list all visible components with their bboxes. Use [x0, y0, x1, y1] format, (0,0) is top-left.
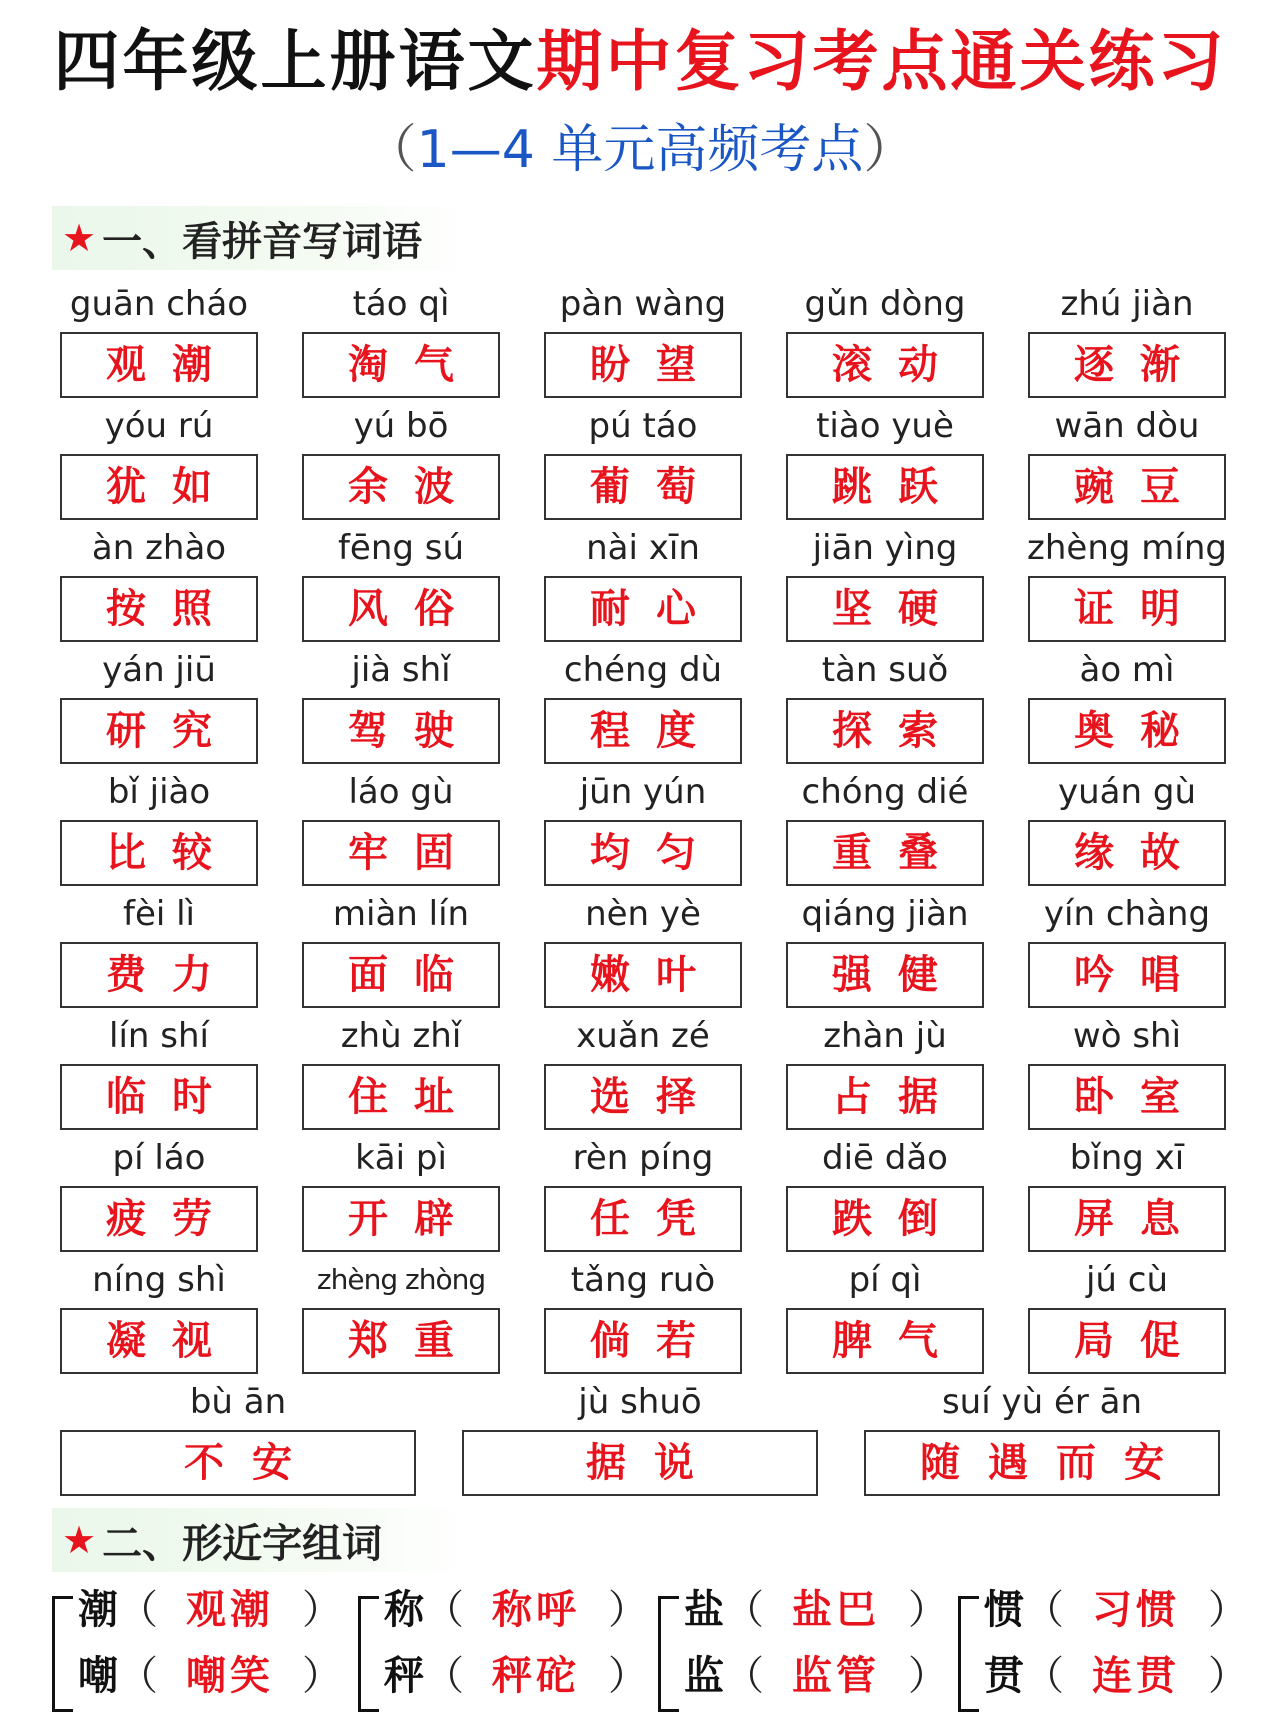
pair-character: 监	[684, 1653, 724, 1699]
paren-close: ）	[608, 1653, 648, 1699]
answer-word: 逐渐	[1074, 342, 1206, 388]
pinyin-label: tàn suǒ	[821, 650, 949, 690]
pinyin-label: chéng dù	[563, 650, 723, 690]
answer-box	[786, 576, 984, 642]
word-cell-wide	[864, 1380, 1220, 1496]
answer-box	[60, 332, 258, 398]
answer-box	[60, 1186, 258, 1252]
word-cell	[60, 526, 258, 642]
pair-character: 盐	[684, 1587, 724, 1633]
word-cell	[60, 404, 258, 520]
page-title	[0, 22, 1280, 102]
answer-box	[60, 698, 258, 764]
answer-box	[864, 1430, 1220, 1496]
answer-box	[1028, 332, 1226, 398]
answer-box	[544, 454, 742, 520]
paren-open: （	[1024, 1653, 1064, 1699]
word-cell	[60, 1258, 258, 1374]
answer-box	[60, 820, 258, 886]
paren-close: ）	[302, 1653, 342, 1699]
answer-box	[1028, 454, 1226, 520]
character-pair	[958, 1582, 1248, 1722]
answer-word: 豌豆	[1074, 464, 1206, 510]
pair-line	[984, 1582, 1248, 1638]
paren-close: ）	[302, 1587, 342, 1633]
answer-box	[302, 1186, 500, 1252]
word-cell	[60, 282, 258, 398]
pair-answer: 嘲笑	[186, 1653, 274, 1699]
pinyin-label: tiào yuè	[816, 406, 954, 446]
word-cell	[60, 1136, 258, 1252]
pair-character: 秤	[384, 1653, 424, 1699]
pair-answer: 连贯	[1092, 1653, 1180, 1699]
answer-box	[1028, 1064, 1226, 1130]
answer-box	[544, 698, 742, 764]
answer-word: 卧室	[1074, 1074, 1206, 1120]
character-pair	[358, 1582, 648, 1722]
word-cell	[544, 770, 742, 886]
word-cell	[302, 404, 500, 520]
word-cell	[786, 1014, 984, 1130]
word-cell	[302, 526, 500, 642]
pinyin-label: fèi lì	[122, 894, 196, 934]
pinyin-label: jūn yún	[579, 772, 707, 812]
answer-word: 嫩叶	[590, 952, 722, 998]
pair-line	[984, 1648, 1248, 1704]
answer-box	[786, 332, 984, 398]
pinyin-label: miàn lín	[332, 894, 470, 934]
answer-word: 耐心	[590, 586, 722, 632]
pinyin-label: fēng sú	[337, 528, 465, 568]
answer-box	[1028, 820, 1226, 886]
pinyin-label: pàn wàng	[559, 284, 727, 324]
answer-word: 比较	[106, 830, 238, 876]
bracket-icon	[958, 1596, 979, 1712]
answer-box	[60, 942, 258, 1008]
answer-box	[60, 576, 258, 642]
pair-character: 潮	[78, 1587, 118, 1633]
word-cell	[786, 770, 984, 886]
word-cell-wide	[60, 1380, 416, 1496]
word-cell	[544, 892, 742, 1008]
word-cell	[1028, 892, 1226, 1008]
answer-word: 葡萄	[590, 464, 722, 510]
answer-box	[302, 576, 500, 642]
pinyin-label: nèn yè	[585, 894, 701, 934]
pair-character: 称	[384, 1587, 424, 1633]
word-cell	[60, 770, 258, 886]
word-cell	[302, 282, 500, 398]
answer-word: 屏息	[1074, 1196, 1206, 1242]
answer-box	[462, 1430, 818, 1496]
word-cell	[786, 526, 984, 642]
word-cell	[1028, 1014, 1226, 1130]
pair-character: 贯	[984, 1653, 1024, 1699]
word-cell	[786, 282, 984, 398]
word-cell	[786, 648, 984, 764]
answer-word: 不安	[184, 1440, 320, 1486]
word-cell	[786, 892, 984, 1008]
paren-open: （	[118, 1653, 158, 1699]
paren-open: （	[118, 1587, 158, 1633]
pair-line	[78, 1582, 342, 1638]
answer-word: 均匀	[590, 830, 722, 876]
answer-box	[786, 1064, 984, 1130]
word-cell	[1028, 1136, 1226, 1252]
pair-character: 惯	[984, 1587, 1024, 1633]
answer-word: 按照	[106, 586, 238, 632]
pinyin-label: pú táo	[588, 406, 698, 446]
pair-answer: 观潮	[186, 1587, 274, 1633]
answer-box	[544, 576, 742, 642]
word-cell-wide	[462, 1380, 818, 1496]
subtitle-open-paren: （	[364, 120, 417, 180]
answer-word: 证明	[1074, 586, 1206, 632]
pinyin-label: jù shuō	[578, 1382, 702, 1422]
word-cell	[786, 1136, 984, 1252]
pair-line	[384, 1648, 648, 1704]
section-title: 一、看拼音写词语	[102, 218, 423, 265]
word-cell	[544, 1258, 742, 1374]
pinyin-label: yóu rú	[104, 406, 214, 446]
answer-word: 风俗	[348, 586, 480, 632]
pinyin-label: qiáng jiàn	[801, 894, 969, 934]
word-cell	[302, 1014, 500, 1130]
pinyin-label: bǐ jiào	[107, 772, 211, 812]
answer-box	[1028, 576, 1226, 642]
word-cell	[302, 1258, 500, 1374]
answer-word: 倘若	[590, 1318, 722, 1364]
word-cell	[1028, 282, 1226, 398]
answer-word: 牢固	[348, 830, 480, 876]
word-cell	[302, 1136, 500, 1252]
pair-answer: 盐巴	[792, 1587, 880, 1633]
pinyin-label: zhèng zhòng	[316, 1263, 486, 1296]
answer-word: 强健	[832, 952, 964, 998]
pair-line	[684, 1582, 948, 1638]
pinyin-label: kāi pì	[355, 1138, 447, 1178]
answer-word: 费力	[106, 952, 238, 998]
answer-word: 局促	[1074, 1318, 1206, 1364]
word-cell	[1028, 404, 1226, 520]
answer-word: 研究	[106, 708, 238, 754]
title-red: 期中复习考点通关练习	[536, 23, 1227, 100]
pinyin-label: níng shì	[92, 1260, 226, 1300]
answer-box	[786, 942, 984, 1008]
pinyin-label: zhù zhǐ	[340, 1016, 462, 1056]
pinyin-label: láo gù	[348, 772, 454, 812]
answer-box	[544, 942, 742, 1008]
pinyin-label: táo qì	[352, 284, 450, 324]
paren-close: ）	[1208, 1587, 1248, 1633]
answer-box	[302, 1308, 500, 1374]
pinyin-label: yán jiū	[102, 650, 216, 690]
star-icon: ★	[62, 216, 97, 260]
answer-box	[302, 942, 500, 1008]
pinyin-label: yín chàng	[1043, 894, 1211, 934]
pinyin-label: ào mì	[1079, 650, 1175, 690]
pinyin-label: chóng dié	[801, 772, 969, 812]
character-pair	[52, 1582, 342, 1722]
pinyin-label: pí qì	[848, 1260, 922, 1300]
pinyin-label: nài xīn	[586, 528, 700, 568]
answer-box	[60, 1308, 258, 1374]
answer-word: 探索	[832, 708, 964, 754]
pinyin-label: pí láo	[112, 1138, 206, 1178]
answer-word: 据说	[586, 1440, 722, 1486]
answer-word: 选择	[590, 1074, 722, 1120]
answer-box	[302, 1064, 500, 1130]
pinyin-label: suí yù ér ān	[941, 1382, 1143, 1422]
pinyin-label: àn zhào	[91, 528, 227, 568]
pinyin-label: rèn píng	[572, 1138, 714, 1178]
answer-word: 犹如	[106, 464, 238, 510]
answer-word: 重叠	[832, 830, 964, 876]
word-cell	[786, 404, 984, 520]
answer-word: 缘故	[1074, 830, 1206, 876]
pinyin-label: zhèng míng	[1027, 528, 1227, 568]
word-cell	[1028, 1258, 1226, 1374]
answer-word: 奥秘	[1074, 708, 1206, 754]
paren-open: （	[424, 1587, 464, 1633]
pair-line	[684, 1648, 948, 1704]
pinyin-label: yuán gù	[1058, 772, 1196, 812]
pinyin-label: wān dòu	[1054, 406, 1200, 446]
answer-word: 临时	[106, 1074, 238, 1120]
answer-word: 观潮	[106, 342, 238, 388]
paren-close: ）	[608, 1587, 648, 1633]
paren-open: （	[724, 1653, 764, 1699]
title-black: 四年级上册语文	[53, 23, 537, 100]
pinyin-label: yú bō	[353, 406, 449, 446]
answer-word: 坚硬	[832, 586, 964, 632]
pinyin-label: jià shǐ	[351, 650, 451, 690]
pinyin-label: xuǎn zé	[576, 1016, 710, 1056]
paren-open: （	[1024, 1587, 1064, 1633]
answer-word: 淘气	[348, 342, 480, 388]
word-cell	[544, 404, 742, 520]
pinyin-label: jiān yìng	[812, 528, 958, 568]
pinyin-label: zhàn jù	[823, 1016, 947, 1056]
answer-box	[60, 454, 258, 520]
pair-answer: 监管	[792, 1653, 880, 1699]
word-cell	[1028, 526, 1226, 642]
answer-word: 吟唱	[1074, 952, 1206, 998]
answer-word: 占据	[832, 1074, 964, 1120]
answer-word: 脾气	[832, 1318, 964, 1364]
pair-line	[384, 1582, 648, 1638]
answer-box	[302, 820, 500, 886]
answer-word: 面临	[348, 952, 480, 998]
answer-word: 跳跃	[832, 464, 964, 510]
answer-box	[302, 332, 500, 398]
word-cell	[544, 1014, 742, 1130]
word-cell	[786, 1258, 984, 1374]
pinyin-label: gǔn dòng	[804, 284, 966, 324]
answer-word: 随遇而安	[920, 1440, 1192, 1486]
answer-box	[786, 1308, 984, 1374]
answer-box	[544, 820, 742, 886]
answer-box	[1028, 1308, 1226, 1374]
word-cell	[1028, 648, 1226, 764]
pair-character: 嘲	[78, 1653, 118, 1699]
answer-word: 跌倒	[832, 1196, 964, 1242]
answer-word: 滚动	[832, 342, 964, 388]
word-cell	[60, 648, 258, 764]
word-cell	[544, 1136, 742, 1252]
pair-answer: 习惯	[1092, 1587, 1180, 1633]
pinyin-label: wò shì	[1072, 1016, 1182, 1056]
pair-line	[78, 1648, 342, 1704]
answer-word: 程度	[590, 708, 722, 754]
section-title: 二、形近字组词	[102, 1520, 383, 1567]
pair-answer: 称呼	[492, 1587, 580, 1633]
subtitle-close-paren: ）	[863, 120, 916, 180]
answer-word: 住址	[348, 1074, 480, 1120]
pinyin-label: diē dǎo	[822, 1138, 948, 1178]
answer-word: 驾驶	[348, 708, 480, 754]
star-icon: ★	[62, 1518, 97, 1562]
answer-box	[1028, 698, 1226, 764]
word-cell	[302, 648, 500, 764]
answer-word: 疲劳	[106, 1196, 238, 1242]
answer-box	[786, 820, 984, 886]
answer-word: 盼望	[590, 342, 722, 388]
answer-box	[1028, 1186, 1226, 1252]
pinyin-label: bǐng xī	[1069, 1138, 1185, 1178]
answer-box	[544, 1186, 742, 1252]
paren-open: （	[724, 1587, 764, 1633]
answer-word: 郑重	[348, 1318, 480, 1364]
answer-word: 凝视	[106, 1318, 238, 1364]
section-heading-2	[52, 1508, 472, 1572]
pinyin-label: guān cháo	[69, 284, 249, 324]
answer-box	[544, 332, 742, 398]
page-subtitle	[0, 118, 1280, 182]
pinyin-label: jú cù	[1085, 1260, 1169, 1300]
answer-box	[302, 454, 500, 520]
answer-box	[60, 1430, 416, 1496]
pinyin-label: zhú jiàn	[1060, 284, 1194, 324]
word-cell	[60, 892, 258, 1008]
answer-box	[786, 698, 984, 764]
answer-word: 开辟	[348, 1196, 480, 1242]
pinyin-label: bù ān	[189, 1382, 287, 1422]
bracket-icon	[658, 1596, 679, 1712]
answer-word: 余波	[348, 464, 480, 510]
pinyin-label: tǎng ruò	[570, 1260, 716, 1300]
answer-box	[544, 1308, 742, 1374]
answer-box	[786, 1186, 984, 1252]
pair-answer: 秤砣	[492, 1653, 580, 1699]
word-cell	[544, 282, 742, 398]
answer-box	[60, 1064, 258, 1130]
answer-box	[1028, 942, 1226, 1008]
bracket-icon	[358, 1596, 379, 1712]
word-cell	[544, 648, 742, 764]
answer-box	[544, 1064, 742, 1130]
paren-close: ）	[1208, 1653, 1248, 1699]
word-cell	[302, 892, 500, 1008]
character-pair	[658, 1582, 948, 1722]
word-cell	[60, 1014, 258, 1130]
word-cell	[544, 526, 742, 642]
bracket-icon	[52, 1596, 73, 1712]
section-heading-1	[52, 206, 472, 270]
answer-box	[786, 454, 984, 520]
paren-close: ）	[908, 1653, 948, 1699]
word-cell	[302, 770, 500, 886]
pinyin-label: lín shí	[109, 1016, 209, 1056]
paren-open: （	[424, 1653, 464, 1699]
word-cell	[1028, 770, 1226, 886]
subtitle-text: 1—4 单元高频考点	[416, 120, 864, 180]
answer-box	[302, 698, 500, 764]
answer-word: 任凭	[590, 1196, 722, 1242]
paren-close: ）	[908, 1587, 948, 1633]
